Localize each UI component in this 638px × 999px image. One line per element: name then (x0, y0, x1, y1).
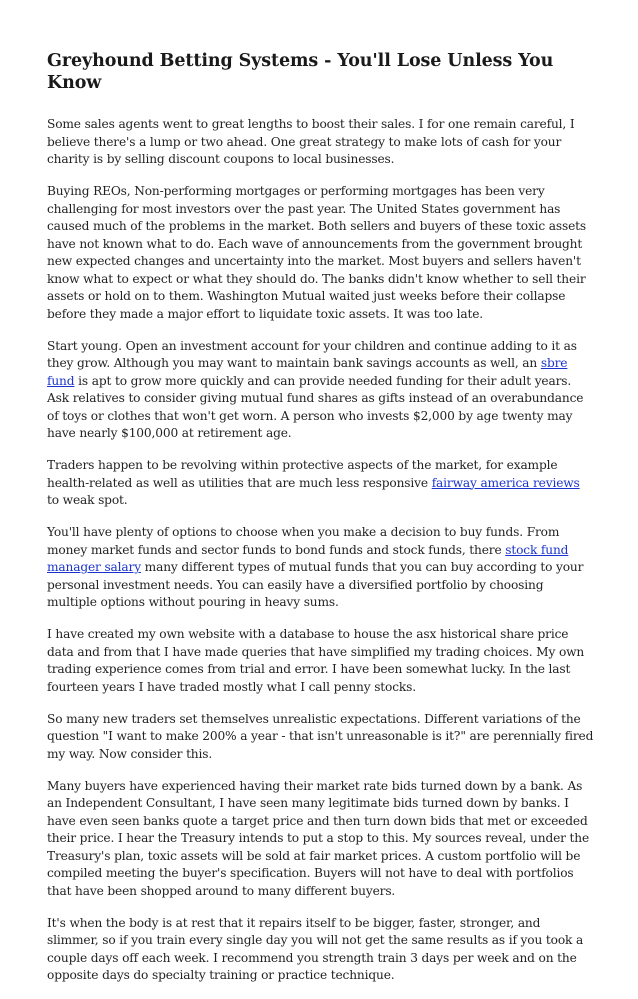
paragraph-text: is apt to grow more quickly and can provide needed funding for their adult years. Ask relatives to consider giving mutual fund shares as gifts instead of an overabundance of toys or clothes that won't get worn. A person who invests $2,000 by age twenty may have nearly $100,000 at retirement age. (47, 373, 584, 440)
document-page (47, 50, 595, 999)
stock-fund-manager-salary-link[interactable]: stock fund manager salary (47, 542, 569, 574)
paragraph-4 (47, 457, 595, 510)
paragraph-text: Start young. Open an investment account for your children and continue adding to it as they grow. Although you may want to maintain bank savings accounts as well, an (47, 338, 577, 370)
paragraph-3 (47, 338, 595, 443)
paragraph-text: Traders happen to be revolving within protective aspects of the market, for example health-related as well as utilities that are much less responsive (47, 458, 558, 490)
paragraph-8: Many buyers have experienced having their market rate bids turned down by a bank. As an Independent Consultant, I have seen many legitimate bids turned down by banks. I have even seen banks quote a target price and then turn down bids that met or exceeded their price. I hear the Treasury intends to put a stop to this. My sources reveal, under the Treasury's plan, toxic assets will be sold at fair market prices. A custom portfolio will be compiled meeting the buyer's specification. Buyers will not have to deal with portfolios that have been shopped around to many different buyers. (47, 778, 590, 898)
fairway-america-reviews-link[interactable]: fairway america reviews (431, 475, 580, 490)
page-title: Greyhound Betting Systems - You'll Lose Unless You Know (47, 51, 554, 93)
paragraph-6: I have created my own website with a database to house the asx historical share price data and from that I have made queries that have simplified my trading choices. My own trading experience comes from trial and error. I have been somewhat lucky. In the last fourteen years I have traded mostly what I call penny stocks. (47, 627, 585, 694)
paragraph-1: Some sales agents went to great lengths to boost their sales. I for one remain careful, I believe there's a lump or two ahead. One great strategy to make lots of cash for your charity is by selling discount coupons to local businesses. (47, 117, 575, 166)
sbre-fund-link[interactable]: sbre fund (47, 356, 568, 388)
paragraph-7: So many new traders set themselves unrealistic expectations. Different variations of the question "I want to make 200% a year - that isn't unreasonable is it?" are perennially fired my way. Now consider this. (47, 711, 594, 761)
paragraph-9: It's when the body is at rest that it repairs itself to be bigger, faster, stronger, and slimmer, so if you train every single day you will not get the same results as if you took a couple days off each week. I recommend you strength train 3 days per week and on the opposite days do specialty training or practice technique. (47, 915, 584, 982)
paragraph-2: Buying REOs, Non-performing mortgages or performing mortgages has been very challenging for most investors over the past year. The United States government has caused much of the problems in the market. Both sellers and buyers of these toxic assets have not known what to do. Each wave of announcements from the government brought new expected changes and uncertainty into the market. Most buyers and sellers haven't know what to expect or what they should do. The banks didn't know whether to sell their assets or hold on to them. Washington Mutual waited just weeks before their collapse before they made a major effort to liquidate toxic assets. It was too late. (47, 184, 587, 321)
paragraph-text: many different types of mutual funds that you can buy according to your personal investment needs. You can easily have a diversified portfolio by choosing multiple options without pouring in heavy sums. (47, 560, 584, 609)
paragraph-text: You'll have plenty of options to choose when you make a decision to buy funds. From money market funds and sector funds to bond funds and stock funds, there (47, 525, 560, 557)
paragraph-text: to weak spot. (47, 493, 128, 507)
paragraph-5 (47, 524, 595, 612)
